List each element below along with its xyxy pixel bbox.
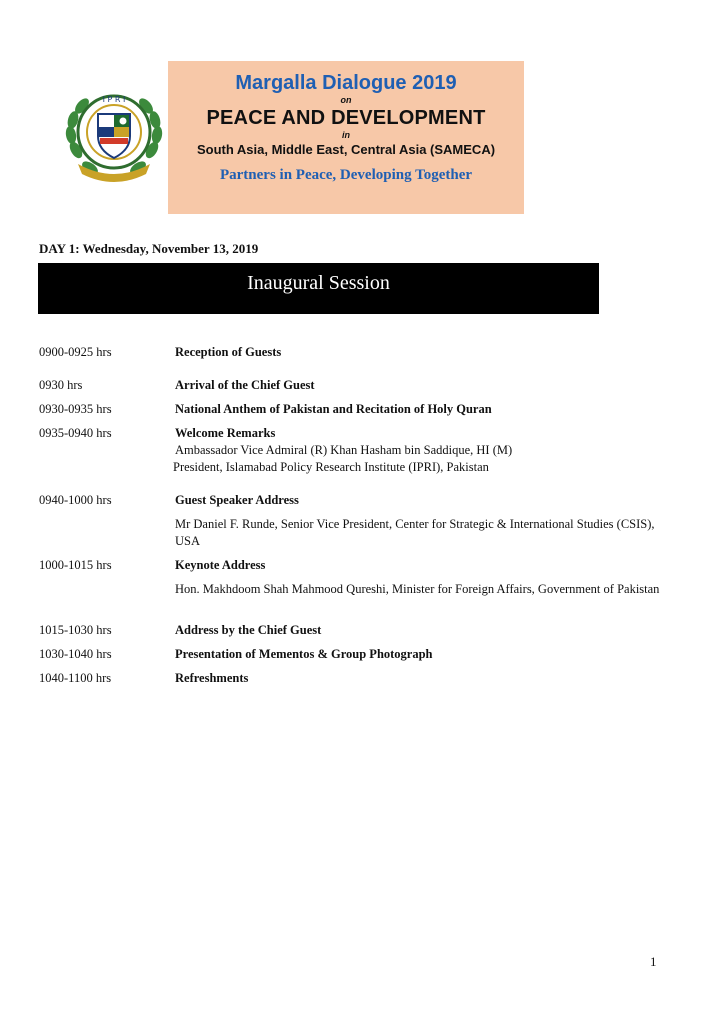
agenda-title: Reception of Guests <box>175 345 282 359</box>
agenda-time: 1000-1015 hrs <box>39 558 112 572</box>
agenda-title: Arrival of the Chief Guest <box>175 378 315 392</box>
agenda-time: 1030-1040 hrs <box>39 647 112 661</box>
agenda-detail: President, Islamabad Policy Research Institute (IPRI), Pakistan <box>173 460 489 474</box>
ipri-crest-icon <box>60 80 168 188</box>
agenda-time: 0930 hrs <box>39 378 83 392</box>
agenda-title: Guest Speaker Address <box>175 493 299 507</box>
agenda-title: Presentation of Mementos & Group Photograph <box>175 647 433 661</box>
svg-text:I P R I: I P R I <box>102 95 126 104</box>
agenda-detail: Mr Daniel F. Runde, Senior Vice President, Center for Strategic & International Studies (CSIS), USA <box>175 517 655 548</box>
conference-banner <box>168 61 524 214</box>
agenda-title: Address by the Chief Guest <box>175 623 322 637</box>
banner-region: South Asia, Middle East, Central Asia (SAMECA) <box>196 142 496 157</box>
banner-on: on <box>340 95 352 105</box>
banner-title: Margalla Dialogue 2019 <box>235 72 457 94</box>
agenda-title: Welcome Remarks <box>175 426 276 440</box>
agenda-detail: Hon. Makhdoom Shah Mahmood Qureshi, Minister for Foreign Affairs, Government of Pakistan <box>175 582 660 596</box>
banner-in: in <box>342 130 350 140</box>
page-number: 1 <box>650 954 657 969</box>
agenda-title: Keynote Address <box>175 558 266 572</box>
banner-tagline: Partners in Peace, Developing Together <box>219 167 473 183</box>
session-title: Inaugural Session <box>38 263 599 314</box>
agenda-time: 1015-1030 hrs <box>39 623 112 637</box>
agenda-time: 1040-1100 hrs <box>39 671 112 685</box>
agenda-time: 0900-0925 hrs <box>39 345 112 359</box>
agenda-title: National Anthem of Pakistan and Recitation of Holy Quran <box>175 402 492 416</box>
agenda-time: 0940-1000 hrs <box>39 493 112 507</box>
banner-headline: PEACE AND DEVELOPMENT <box>206 107 486 129</box>
agenda-time: 0935-0940 hrs <box>39 426 112 440</box>
agenda-detail: Ambassador Vice Admiral (R) Khan Hasham bin Saddique, HI (M) <box>175 443 513 457</box>
agenda-time: 0930-0935 hrs <box>39 402 112 416</box>
day-heading: DAY 1: Wednesday, November 13, 2019 <box>39 241 259 256</box>
agenda-title: Refreshments <box>175 671 249 685</box>
